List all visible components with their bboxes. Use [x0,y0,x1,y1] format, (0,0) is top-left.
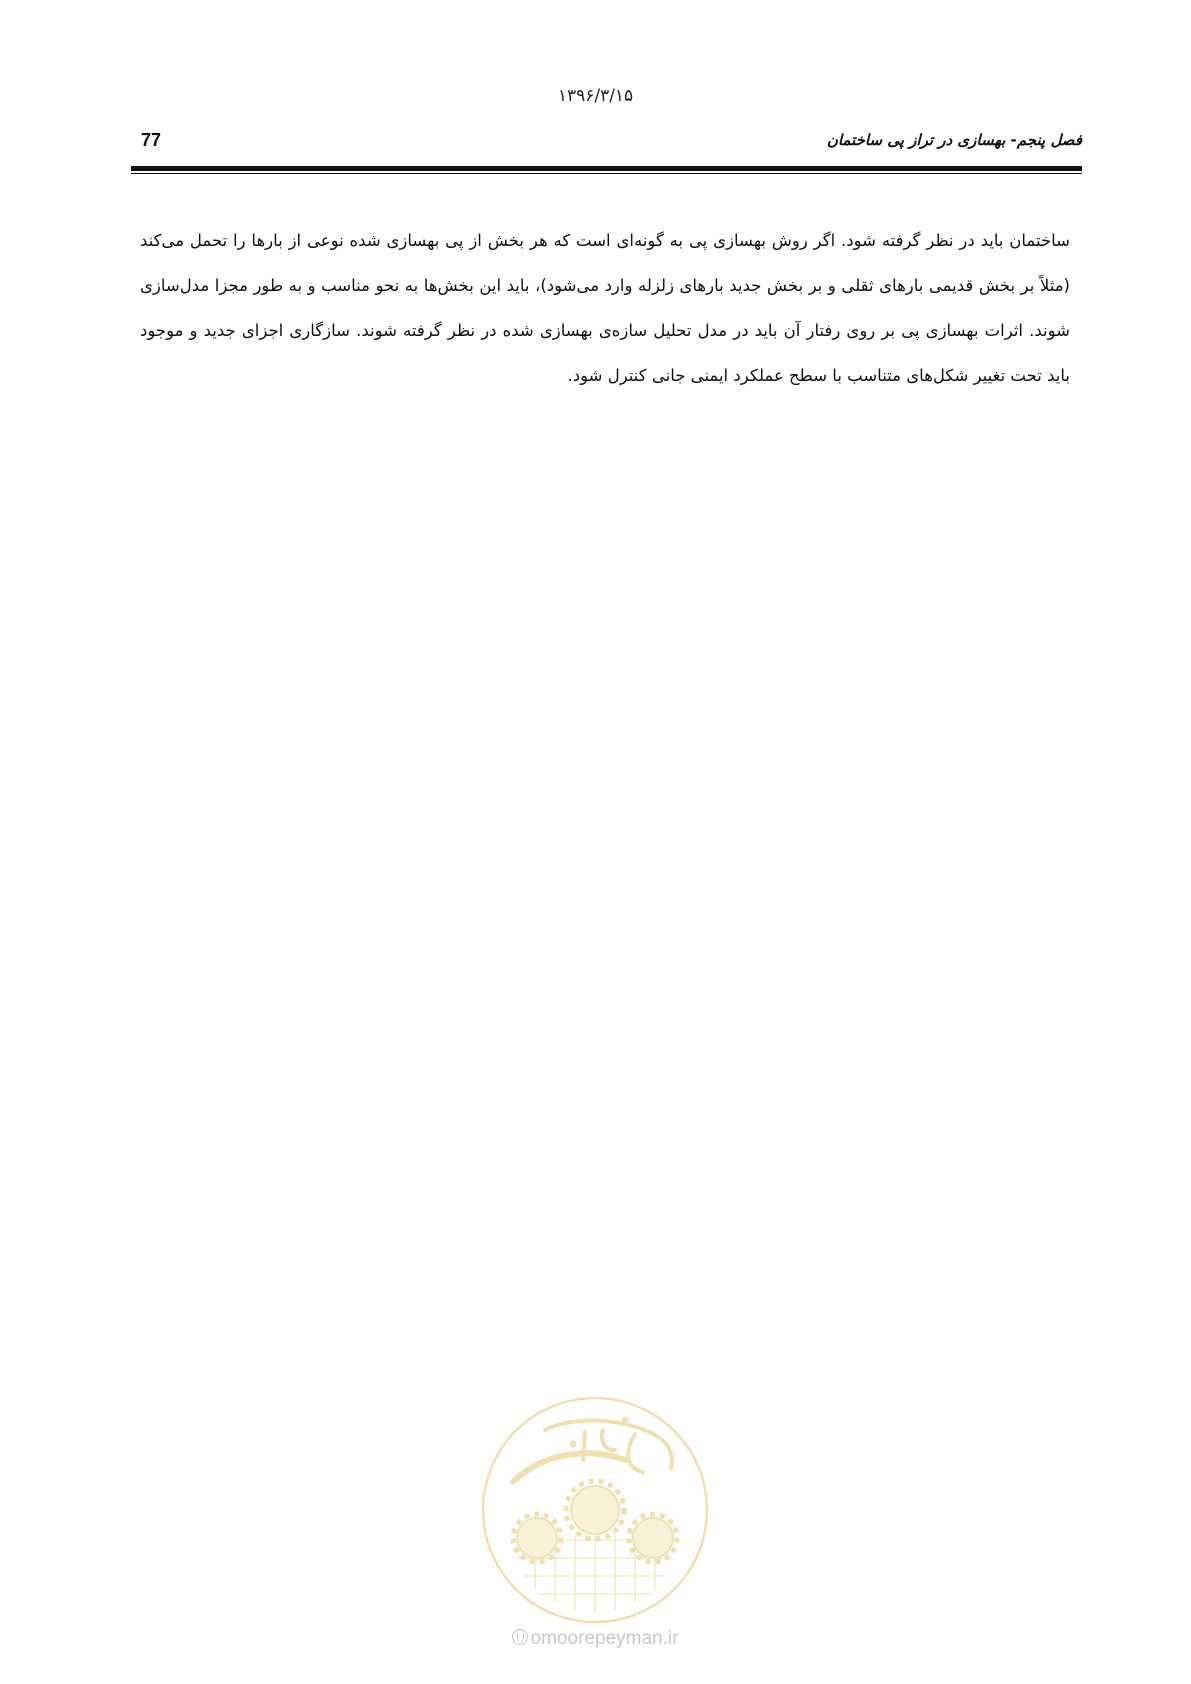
watermark-url [475,1628,715,1650]
header-rule-thick [131,166,1082,171]
header-rule-thin [131,173,1082,174]
body-paragraph: ساختمان باید در نظر گرفته شود. اگر روش بهسازی پی به گونه‌ای است که هر بخش از پی بهسازی شده نوعی از بارها را تحمل می‌کند (مثلاً بر بخش قدیمی بارهای ثقلی و بر بخش جدید بارهای زلزله وارد می‌شود)، باید این بخش‌ها به نحو مناسب و به طور مجزا مدل‌سازی شوند. اثرات بهسازی پی بر روی رفتار آن باید در مدل تحلیل سازه‌ی بهسازی شده در نظر گرفته شوند. سازگاری اجزای جدید و موجود باید تحت تغییر شکل‌های متناسب با سطح عملکرد ایمنی جانی کنترل شود. [140,231,1070,385]
page-header [131,128,1082,156]
page-number: 77 [141,130,162,150]
watermark-url-text: omoorepeyman.ir [530,1628,679,1649]
watermark-logo [475,1390,715,1630]
print-date: ۱۳۹۶/۳/۱۵ [557,86,634,106]
chapter-title: فصل پنجم- بهسازی در تراز پی ساختمان [826,131,1082,149]
globe-icon [512,1629,528,1645]
